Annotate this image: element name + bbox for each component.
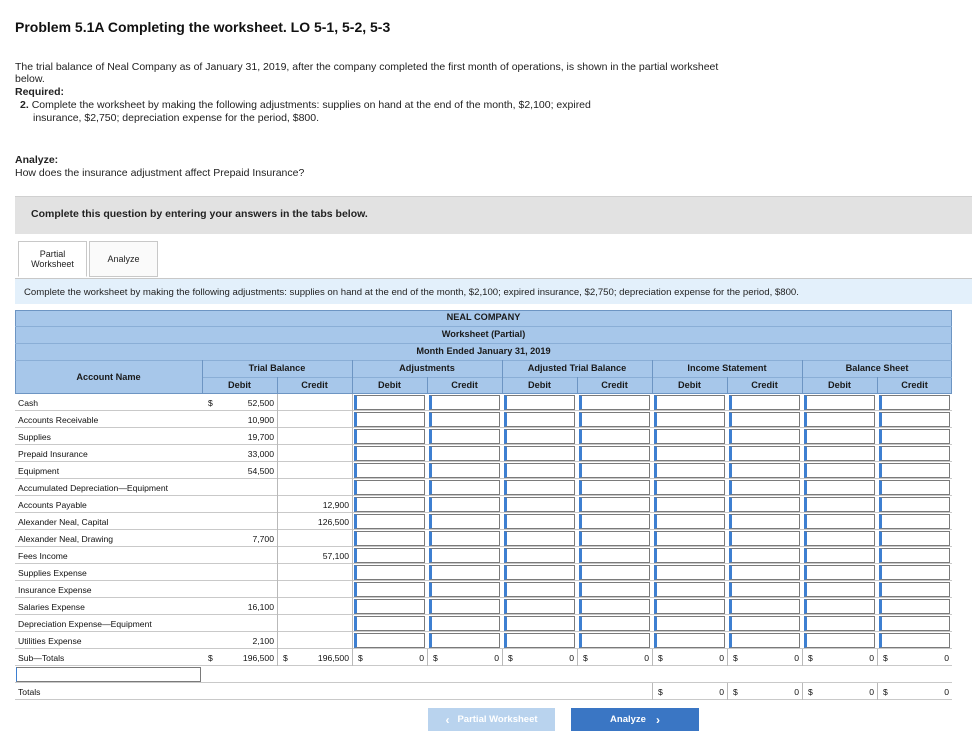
account-name: Salaries Expense [18,602,85,612]
bs-debit-input[interactable] [804,616,875,631]
bs-credit-input[interactable] [879,463,950,478]
trial-balance-credit: 57,100 [322,551,349,561]
required-item [20,99,700,124]
chevron-left-icon: ‹ [445,712,450,727]
bs-debit-input[interactable] [804,463,875,478]
atb-credit-input[interactable] [579,548,650,563]
is-credit-input[interactable] [729,531,800,546]
problem-title: Problem 5.1A Completing the worksheet. LO 5-1, 5-2, 5-3 [15,19,391,35]
adj-credit-input[interactable] [429,497,500,512]
account-name: Prepaid Insurance [18,449,88,459]
table-row [15,513,952,530]
debit-subheader: Debit [678,380,701,390]
is-credit-total: 0 [794,687,799,697]
adj-debit-input[interactable] [354,395,425,410]
adj-credit-input[interactable] [429,565,500,580]
tab-analyze[interactable] [89,241,158,277]
banner-text: Complete this question by entering your answers in the tabs below. [31,208,368,220]
bs-credit-input[interactable] [879,548,950,563]
totals-label: Totals [18,687,41,697]
is-credit-input[interactable] [729,429,800,444]
dollar-sign: $ [883,687,888,697]
question-banner [15,196,972,234]
is-debit-subtotal: 0 [719,653,724,663]
is-credit-subtotal: 0 [794,653,799,663]
is-credit-input[interactable] [729,463,800,478]
is-debit-input[interactable] [654,480,725,495]
atb-credit-input[interactable] [579,497,650,512]
table-row [15,547,952,564]
bs-credit-subtotal: 0 [944,653,949,663]
group-adjusted-trial-balance: Adjusted Trial Balance [527,363,627,373]
table-row [15,479,952,496]
tab-partial-worksheet[interactable] [18,241,87,277]
adj-credit-input[interactable] [429,480,500,495]
is-credit-input[interactable] [729,480,800,495]
is-debit-input[interactable] [654,582,725,597]
required-label: Required: [15,86,65,98]
atb-credit-input[interactable] [579,463,650,478]
next-button[interactable] [571,708,699,731]
account-name: Supplies Expense [18,568,87,578]
worksheet-table [15,310,952,702]
bs-credit-input[interactable] [879,514,950,529]
bs-credit-input[interactable] [879,497,950,512]
trial-balance-credit: 126,500 [317,517,349,527]
subtotals-row [15,649,952,666]
table-row [15,632,952,649]
atb-credit-input[interactable] [579,395,650,410]
table-row [15,564,952,581]
account-name: Utilities Expense [18,636,82,646]
atb-credit-input[interactable] [579,429,650,444]
adj-debit-subtotal: 0 [419,653,424,663]
bs-debit-input[interactable] [804,582,875,597]
atb-debit-input[interactable] [504,480,575,495]
bs-credit-input[interactable] [879,395,950,410]
group-income-statement: Income Statement [687,363,767,373]
is-debit-input[interactable] [654,599,725,614]
bs-debit-input[interactable] [804,412,875,427]
atb-debit-input[interactable] [504,395,575,410]
tb-credit-subtotal: 196,500 [317,653,349,663]
is-credit-input[interactable] [729,395,800,410]
atb-debit-input[interactable] [504,599,575,614]
account-name: Alexander Neal, Drawing [18,534,114,544]
trial-balance-debit: 54,500 [247,466,274,476]
table-row [15,411,952,428]
adj-debit-input[interactable] [354,480,425,495]
bs-debit-input[interactable] [804,497,875,512]
adj-credit-input[interactable] [429,463,500,478]
bs-debit-input[interactable] [804,480,875,495]
account-name: Depreciation Expense—Equipment [18,619,152,629]
tab-instruction [15,278,972,304]
bs-credit-input[interactable] [879,565,950,580]
trial-balance-debit: 2,100 [252,636,274,646]
atb-credit-subtotal: 0 [644,653,649,663]
adj-credit-input[interactable] [429,548,500,563]
adj-credit-input[interactable] [429,446,500,461]
dollar-sign: $ [208,398,213,408]
group-trial-balance: Trial Balance [248,363,306,373]
bs-debit-input[interactable] [804,429,875,444]
prev-button[interactable] [428,708,555,731]
bs-debit-input[interactable] [804,548,875,563]
is-debit-input[interactable] [654,463,725,478]
subtotals-label: Sub—Totals [18,653,65,663]
adj-debit-input[interactable] [354,599,425,614]
required-number: 2. [20,99,29,111]
atb-credit-input[interactable] [579,412,650,427]
is-credit-input[interactable] [729,616,800,631]
credit-subheader: Credit [901,380,928,390]
worksheet-period: Month Ended January 31, 2019 [416,346,551,356]
bs-debit-input[interactable] [804,599,875,614]
debit-subheader: Debit [378,380,401,390]
bs-credit-input[interactable] [879,412,950,427]
adj-credit-input[interactable] [429,429,500,444]
bs-debit-input[interactable] [804,395,875,410]
prev-button-label: Partial Worksheet [457,714,538,725]
is-credit-input[interactable] [729,599,800,614]
is-credit-input[interactable] [729,412,800,427]
adj-credit-input[interactable] [429,412,500,427]
atb-debit-input[interactable] [504,412,575,427]
is-debit-input[interactable] [654,412,725,427]
adj-credit-input[interactable] [429,616,500,631]
bs-credit-input[interactable] [879,480,950,495]
bs-credit-input[interactable] [879,446,950,461]
bs-debit-total: 0 [869,687,874,697]
dollar-sign: $ [433,653,438,663]
adj-debit-input[interactable] [354,429,425,444]
is-debit-input[interactable] [654,565,725,580]
adj-debit-input[interactable] [354,446,425,461]
bs-credit-input[interactable] [879,599,950,614]
is-credit-input[interactable] [729,582,800,597]
atb-credit-input[interactable] [579,599,650,614]
atb-credit-input[interactable] [579,531,650,546]
adj-debit-input[interactable] [354,582,425,597]
bs-credit-total: 0 [944,687,949,697]
credit-subheader: Credit [301,380,328,390]
dollar-sign: $ [733,687,738,697]
tab-analyze-label: Analyze [107,253,140,264]
bs-credit-input[interactable] [879,633,950,648]
totals-row [15,683,952,700]
debit-subheader: Debit [828,380,851,390]
table-row [15,496,952,513]
credit-subheader: Credit [601,380,628,390]
is-credit-input[interactable] [729,565,800,580]
adj-debit-input[interactable] [354,548,425,563]
debit-subheader: Debit [528,380,551,390]
is-debit-input[interactable] [654,514,725,529]
tb-debit-subtotal: 196,500 [242,653,274,663]
table-row [15,445,952,462]
account-name: Equipment [18,466,60,476]
is-credit-input[interactable] [729,446,800,461]
bs-debit-input[interactable] [804,514,875,529]
atb-credit-input[interactable] [579,565,650,580]
bs-debit-input[interactable] [804,446,875,461]
atb-debit-input[interactable] [504,497,575,512]
instruction-text: Complete the worksheet by making the following adjustments: supplies on hand at the end of the month, $2,100; expired insurance, $2,750; depreciation expense for the period, $800. [24,287,799,298]
adj-debit-input[interactable] [354,531,425,546]
account-name-input[interactable] [16,667,201,682]
table-row [15,615,952,632]
atb-credit-input[interactable] [579,480,650,495]
bs-debit-input[interactable] [804,565,875,580]
credit-subheader: Credit [451,380,478,390]
bs-credit-input[interactable] [879,582,950,597]
adj-debit-input[interactable] [354,497,425,512]
adj-credit-input[interactable] [429,395,500,410]
bs-debit-input[interactable] [804,531,875,546]
worksheet-name: Worksheet (Partial) [441,329,526,339]
dollar-sign: $ [733,653,738,663]
dollar-sign: $ [883,653,888,663]
blank-entry-row [15,666,952,683]
atb-debit-input[interactable] [504,463,575,478]
is-debit-input[interactable] [654,446,725,461]
trial-balance-debit: 19,700 [247,432,274,442]
adj-credit-input[interactable] [429,582,500,597]
dollar-sign: $ [358,653,363,663]
trial-balance-debit: 52,500 [247,398,274,408]
is-debit-input[interactable] [654,497,725,512]
account-name: Accumulated Depreciation—Equipment [18,483,168,493]
is-debit-input[interactable] [654,395,725,410]
dollar-sign: $ [583,653,588,663]
is-credit-input[interactable] [729,497,800,512]
is-debit-input[interactable] [654,429,725,444]
adj-debit-input[interactable] [354,514,425,529]
group-adjustments: Adjustments [399,363,455,373]
is-credit-input[interactable] [729,548,800,563]
account-name: Accounts Payable [18,500,87,510]
dollar-sign: $ [508,653,513,663]
debit-subheader: Debit [228,380,251,390]
dollar-sign: $ [658,653,663,663]
adj-debit-input[interactable] [354,616,425,631]
analyze-question: How does the insurance adjustment affect Prepaid Insurance? [15,167,305,179]
dollar-sign: $ [808,687,813,697]
group-balance-sheet: Balance Sheet [845,363,909,373]
company-name: NEAL COMPANY [446,312,521,322]
atb-debit-input[interactable] [504,616,575,631]
account-name: Fees Income [18,551,68,561]
atb-credit-input[interactable] [579,633,650,648]
analyze-label: Analyze: [15,154,59,166]
adj-credit-input[interactable] [429,514,500,529]
account-name: Cash [18,398,39,408]
adj-debit-input[interactable] [354,565,425,580]
dollar-sign: $ [283,653,288,663]
problem-text: The trial balance of Neal Company as of January 31, 2019, after the company completed the first month of operations, is shown in the partial worksheet below. [15,61,719,85]
atb-debit-input[interactable] [504,514,575,529]
atb-debit-input[interactable] [504,633,575,648]
atb-credit-input[interactable] [579,616,650,631]
atb-debit-input[interactable] [504,446,575,461]
tab-partial-line-2: Worksheet [31,259,74,269]
is-credit-input[interactable] [729,514,800,529]
tab-partial-line-1: Partial [39,248,66,259]
dollar-sign: $ [658,687,663,697]
adj-credit-input[interactable] [429,599,500,614]
bs-debit-subtotal: 0 [869,653,874,663]
next-button-label: Analyze [610,714,646,725]
atb-debit-input[interactable] [504,429,575,444]
atb-debit-input[interactable] [504,565,575,580]
account-name: Accounts Receivable [18,415,99,425]
bs-credit-input[interactable] [879,616,950,631]
is-debit-input[interactable] [654,616,725,631]
trial-balance-debit: 7,700 [252,534,274,544]
trial-balance-debit: 16,100 [247,602,274,612]
adj-debit-input[interactable] [354,463,425,478]
trial-balance-debit: 33,000 [247,449,274,459]
trial-balance-debit: 10,900 [247,415,274,425]
atb-debit-subtotal: 0 [569,653,574,663]
atb-credit-input[interactable] [579,446,650,461]
adj-debit-input[interactable] [354,633,425,648]
is-debit-input[interactable] [654,548,725,563]
bs-debit-input[interactable] [804,633,875,648]
trial-balance-credit: 12,900 [322,500,349,510]
table-row [15,598,952,615]
credit-subheader: Credit [751,380,778,390]
atb-debit-input[interactable] [504,548,575,563]
is-debit-input[interactable] [654,531,725,546]
dollar-sign: $ [208,653,213,663]
atb-debit-input[interactable] [504,531,575,546]
bs-credit-input[interactable] [879,429,950,444]
atb-credit-input[interactable] [579,582,650,597]
account-name: Insurance Expense [18,585,92,595]
is-debit-input[interactable] [654,633,725,648]
adj-credit-subtotal: 0 [494,653,499,663]
chevron-right-icon: › [655,712,660,727]
is-credit-input[interactable] [729,633,800,648]
is-debit-total: 0 [719,687,724,697]
atb-credit-input[interactable] [579,514,650,529]
required-text-1: Complete the worksheet by making the following adjustments: supplies on hand at the end of the month, $2,100; expired [31,99,591,111]
dollar-sign: $ [808,653,813,663]
adj-credit-input[interactable] [429,633,500,648]
table-row [15,462,952,479]
adj-debit-input[interactable] [354,412,425,427]
account-name: Supplies [18,432,51,442]
account-name: Alexander Neal, Capital [18,517,109,527]
account-name-header: Account Name [76,372,141,382]
table-row [15,428,952,445]
table-row [15,581,952,598]
atb-debit-input[interactable] [504,582,575,597]
bs-credit-input[interactable] [879,531,950,546]
adj-credit-input[interactable] [429,531,500,546]
table-row [15,530,952,547]
table-row [15,394,952,411]
required-text-2: insurance, $2,750; depreciation expense for the period, $800. [33,111,320,124]
